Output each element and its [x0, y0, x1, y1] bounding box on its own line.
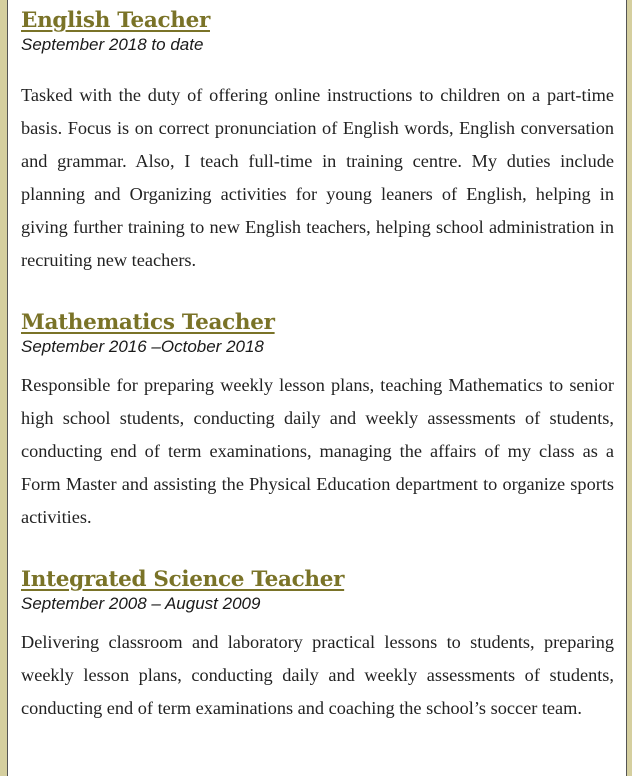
job-description: Tasked with the duty of offering online instructions to children on a part-time basis. Focus is on correct pronunciation of English words, English conversation and grammar. Also, I teach full-time in training centre. My duties include planning and Organizing activities for young leaners of English, helping in giving further training to new English teachers, helping school administration in recruiting new teachers. [21, 85, 614, 270]
job-entry-english-teacher [21, 8, 614, 277]
job-date: September 2018 to date [21, 35, 204, 54]
job-title: Mathematics Teacher [21, 310, 275, 335]
job-date: September 2008 – August 2009 [21, 594, 261, 613]
job-description: Delivering classroom and laboratory practical lessons to students, preparing weekly lesson plans, conducting daily and weekly assessments of students, conducting end of term examinations and coaching the school’s soccer team. [21, 632, 614, 718]
job-entry-mathematics-teacher [21, 310, 614, 534]
job-title: English Teacher [21, 8, 210, 33]
page-left-border [0, 0, 8, 776]
job-entry-integrated-science-teacher [21, 567, 614, 725]
job-description: Responsible for preparing weekly lesson plans, teaching Mathematics to senior high school students, conducting daily and weekly assessments of students, conducting end of term examinations, managing the affairs of my class as a Form Master and assisting the Physical Education department to organize sports activities. [21, 375, 614, 527]
job-date: September 2016 –October 2018 [21, 337, 264, 356]
page-right-border [626, 0, 632, 776]
job-title: Integrated Science Teacher [21, 567, 345, 592]
